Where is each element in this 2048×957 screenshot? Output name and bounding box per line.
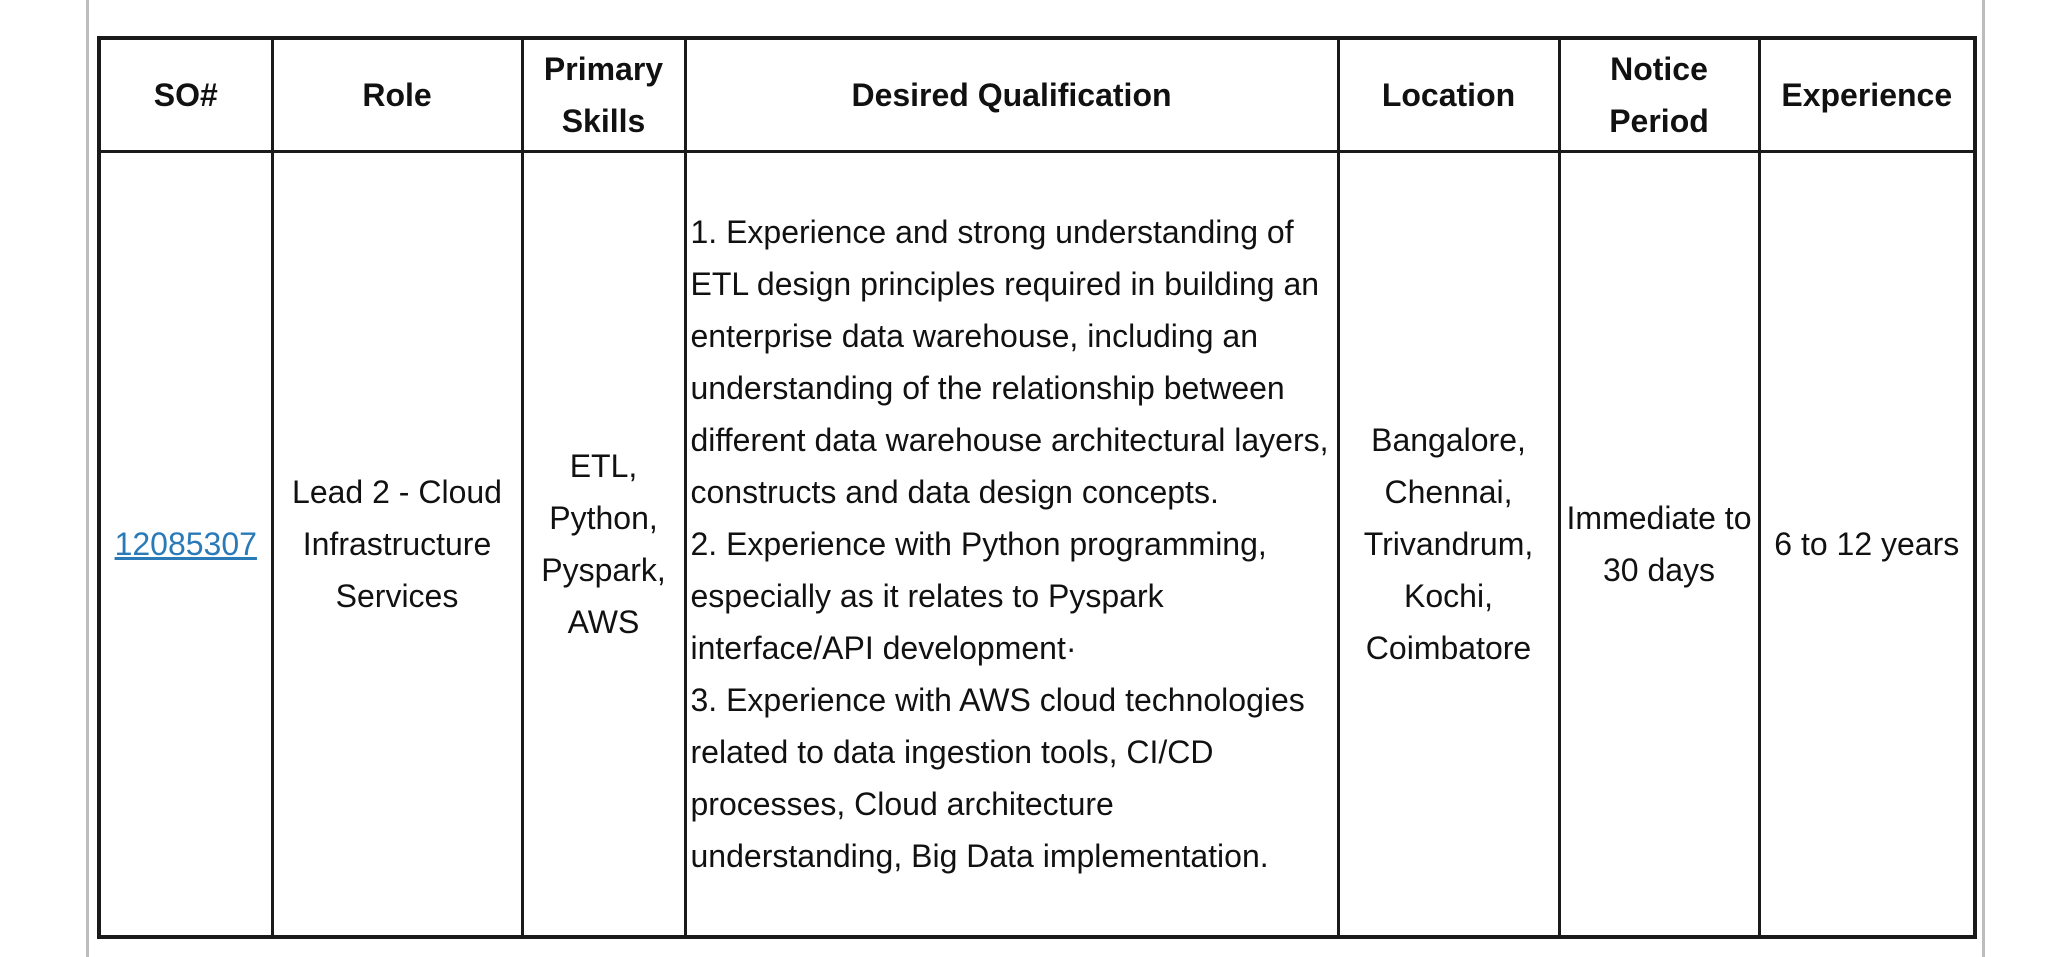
qualification-item: 2. Experience with Python programming, especially as it relates to Pyspark interface/API development·: [690, 526, 1267, 666]
header-role: Role: [272, 38, 522, 152]
table-row: [99, 152, 1975, 938]
job-openings-table: [97, 36, 1977, 939]
frame-border-left: [86, 0, 89, 957]
so-number-link[interactable]: 12085307: [114, 526, 257, 562]
header-desired-qualification: Desired Qualification: [685, 38, 1338, 152]
qualification-item: 3. Experience with AWS cloud technologies related to data ingestion tools, CI/CD processes, Cloud architecture understanding, Big Data implementation.: [690, 682, 1305, 874]
header-row: [99, 38, 1975, 152]
header-location: Location: [1338, 38, 1559, 152]
cell-so-number: [99, 152, 272, 938]
cell-location: Bangalore, Chennai, Trivandrum, Kochi, Coimbatore: [1338, 152, 1559, 938]
header-experience: Experience: [1759, 38, 1975, 152]
qualification-item: 1. Experience and strong understanding of ETL design principles required in building an enterprise data warehouse, including an understanding of the relationship between different data warehouse architectural layers, constructs and data design concepts.: [690, 214, 1329, 510]
header-so-number: SO#: [99, 38, 272, 152]
cell-role: Lead 2 - Cloud Infrastructure Services: [272, 152, 522, 938]
frame-border-right: [1982, 0, 1985, 957]
cell-primary-skills: ETL, Python, Pyspark, AWS: [522, 152, 685, 938]
cell-desired-qualification: [685, 152, 1338, 938]
header-notice-period: Notice Period: [1559, 38, 1759, 152]
cell-experience: 6 to 12 years: [1759, 152, 1975, 938]
cell-notice-period: Immediate to 30 days: [1559, 152, 1759, 938]
header-primary-skills: Primary Skills: [522, 38, 685, 152]
